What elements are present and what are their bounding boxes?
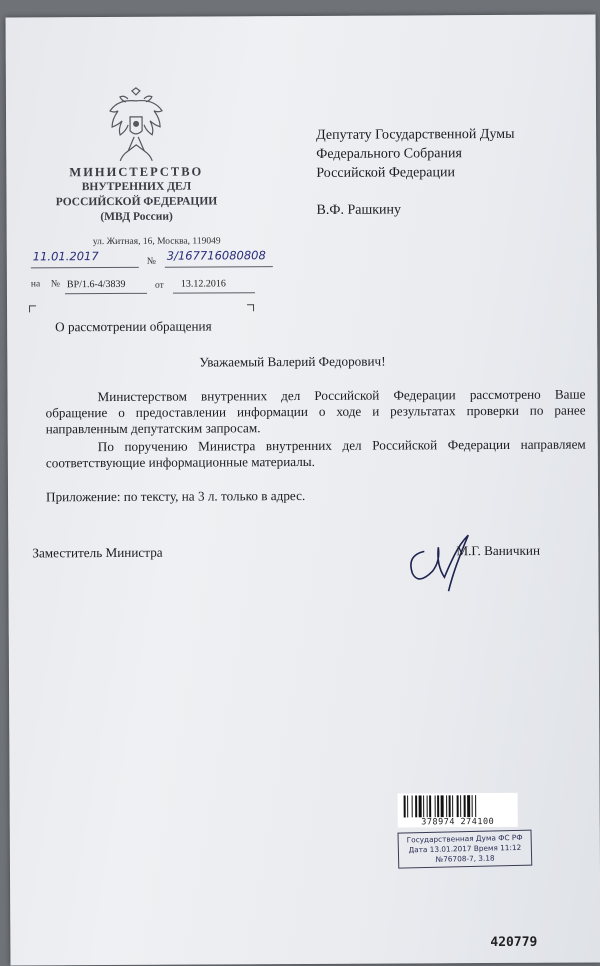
ref-date: 13.12.2016: [180, 278, 226, 290]
barcode-bar: [423, 795, 424, 817]
barcode-bar: [467, 795, 470, 817]
ministry-line1: МИНИСТЕРСТВО: [69, 164, 204, 180]
barcode-bar: [412, 795, 413, 817]
addressee-block: [316, 125, 515, 220]
double-headed-eagle-emblem: [106, 87, 166, 167]
reg-number-sign: №: [146, 256, 156, 267]
salutation: Уважаемый Валерий Федорович!: [199, 353, 386, 370]
ref-prefix: на: [30, 279, 41, 290]
letter-page: [6, 14, 600, 965]
attachment-note: Приложение: по тексту, на 3 л. только в адрес.: [45, 487, 306, 505]
barcode-bar: [475, 795, 476, 817]
signature-position: Заместитель Министра: [32, 544, 163, 561]
barcode-bar: [472, 795, 473, 817]
barcode-bar: [464, 795, 466, 817]
barcode-bar: [429, 795, 431, 817]
subject-line: О рассмотрении обращения: [55, 318, 212, 335]
stamp-line3: №76708-7, 3.18: [435, 853, 495, 864]
addressee-line2: Федерального Собрания: [316, 146, 462, 162]
reg-number-handwritten: 3/167716080808: [166, 248, 266, 263]
barcode-bar: [419, 795, 422, 817]
barcode-bar: [437, 795, 439, 817]
body-paragraph-2: По поручению Министра внутренних дел Российской Федерации направляем соответствующие информационные материалы.: [45, 436, 586, 471]
addressee-line3: Российской Федерации: [316, 165, 456, 181]
body-paragraph-1: Министерством внутренних дел Российской Федерации рассмотрено Ваше обращение о предоставлении информации о ходе и результатах проверки по ранее направленным депутатским запросам.: [45, 386, 586, 437]
barcode-number: 378974 274100: [421, 817, 495, 828]
ministry-address: ул. Житная, 16, Москва, 119049: [92, 236, 221, 248]
barcode-bar: [441, 795, 444, 817]
barcode-bar: [457, 795, 459, 817]
stamp-line2: Дата 13.01.2017 Время 11:12: [408, 842, 522, 855]
barcode-bar: [427, 795, 428, 817]
barcode-bar: [449, 795, 451, 817]
ministry-line2: ВНУТРЕННИХ ДЕЛ: [81, 180, 192, 194]
barcode-bar: [460, 795, 461, 817]
barcode-bar: [452, 795, 453, 817]
registration-sticker: [398, 793, 528, 868]
barcode-bar: [446, 795, 447, 817]
ministry-line4: (МВД России): [100, 210, 173, 224]
corner-mark-left: [29, 305, 36, 312]
addressee-name: В.Ф. Рашкину: [316, 202, 402, 218]
addressee-line1: Депутату Государственной Думы: [316, 126, 515, 143]
reg-date-handwritten: 11.01.2017: [32, 249, 99, 264]
barcode-bar: [435, 795, 436, 817]
document-number: 420779: [490, 934, 538, 951]
signatory-name: М.Г. Ваничкин: [456, 542, 541, 559]
ref-number-sign: №: [50, 279, 61, 290]
ref-number: ВР/1.6-4/3839: [66, 278, 126, 291]
barcode-bar: [407, 795, 408, 817]
ref-from: от: [154, 280, 164, 291]
barcode-bar: [404, 795, 406, 817]
barcode-bar: [415, 795, 417, 817]
corner-mark-right: [247, 304, 254, 311]
ministry-line3: РОССИЙСКОЙ ФЕДЕРАЦИИ: [55, 195, 218, 209]
barcode: [398, 793, 518, 828]
ministry-header: [46, 164, 226, 225]
duma-registration-stamp: [397, 830, 532, 869]
stamp-line1: Государственная Дума ФС РФ: [406, 832, 523, 845]
